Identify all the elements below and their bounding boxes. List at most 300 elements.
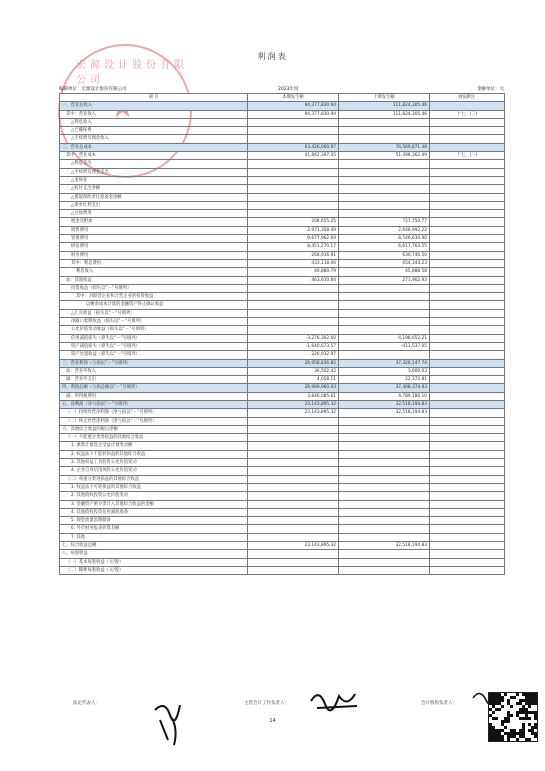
row-note [430, 542, 505, 550]
row-previous-amount: - [339, 351, 430, 359]
row-current-amount [248, 450, 339, 458]
row-previous-amount: 8,546,630.90 [339, 235, 430, 243]
row-label: 管理费用 [60, 235, 248, 243]
table-row [60, 558, 505, 566]
table-row [60, 492, 505, 500]
row-current-amount: 208,655.25 [248, 218, 339, 226]
row-note [430, 218, 505, 226]
table-row [60, 400, 505, 408]
row-label: 以摊余成本计量的金融资产终止确认收益 [60, 301, 248, 309]
table-row [60, 102, 505, 110]
table-row [60, 517, 505, 525]
row-label: 加：其他收益 [60, 276, 248, 284]
row-note [430, 359, 505, 367]
row-label: 1. 权益法下可转损益的其他综合收益 [60, 483, 248, 491]
table-row [60, 384, 505, 392]
table-row [60, 110, 505, 118]
row-previous-amount: 111,824,305.46 [339, 102, 430, 110]
row-previous-amount [339, 425, 430, 433]
row-current-amount [248, 168, 339, 176]
table-row [60, 135, 505, 143]
row-label: △退保金 [60, 176, 248, 184]
table-row [60, 351, 505, 359]
row-note [430, 467, 505, 475]
row-previous-amount: 32,518,194.83 [339, 409, 430, 417]
row-label: （二）将重分类进损益的其他综合收益 [60, 475, 248, 483]
header-note: 财报附注 [430, 94, 505, 102]
header-item: 项 目 [60, 94, 248, 102]
row-note [430, 259, 505, 267]
row-current-amount: 94,377,830.94 [248, 102, 339, 110]
row-current-amount: 94,377,830.94 [248, 110, 339, 118]
row-current-amount: 433,118.06 [248, 259, 339, 267]
row-previous-amount: -411,537.05 [339, 342, 430, 350]
row-note [430, 268, 505, 276]
row-current-amount [248, 500, 339, 508]
row-label: 八、每股收益 [60, 550, 248, 558]
row-label: △手续费及佣金收入 [60, 135, 248, 143]
row-current-amount [248, 417, 339, 425]
row-previous-amount [339, 168, 430, 176]
row-label: △赔付支出净额 [60, 185, 248, 193]
qr-module [516, 693, 519, 696]
qr-module [528, 717, 531, 720]
row-label: 2. 其他债权投资公允价值变动 [60, 492, 248, 500]
row-note [430, 367, 505, 375]
row-previous-amount: 45,888.58 [339, 268, 430, 276]
row-previous-amount [339, 210, 430, 218]
row-label: △分保费用 [60, 210, 248, 218]
row-label: 资产处置收益（损失以“－”号填列） [60, 351, 248, 359]
qr-module [507, 720, 510, 723]
row-label: 减：营业外支出 [60, 376, 248, 384]
row-note [430, 185, 505, 193]
table-row [60, 118, 505, 126]
row-previous-amount [339, 525, 430, 533]
row-current-amount [248, 118, 339, 126]
row-label: 三、营业利润（亏损以“－”号填列） [60, 359, 248, 367]
row-label: 六、其他综合收益的税后净额 [60, 425, 248, 433]
row-label: 四、利润总额（亏损总额以“－”号填列） [60, 384, 248, 392]
row-label: 减：所得税费用 [60, 392, 248, 400]
row-label: 2. 权益法下不能转损益的其他综合收益 [60, 450, 248, 458]
row-note: 十七、(三) [430, 152, 505, 160]
row-label: 其中：营业成本 [60, 152, 248, 160]
header-current: 本期发生额 [248, 94, 339, 102]
row-current-amount [248, 301, 339, 309]
table-row [60, 143, 505, 151]
row-note [430, 251, 505, 259]
row-previous-amount: 630,746.50 [339, 251, 430, 259]
row-previous-amount [339, 517, 430, 525]
row-previous-amount: 6,617,763.55 [339, 243, 430, 251]
company-seal: 宏源设计股份有限公司 [58, 44, 192, 178]
row-current-amount: -1,640,673.57 [248, 342, 339, 350]
row-current-amount [248, 566, 339, 574]
qr-module [534, 717, 537, 720]
row-note [430, 135, 505, 143]
row-label: 信用减值损失（损失以“－”号填列） [60, 334, 248, 342]
qr-module [501, 699, 504, 702]
table-header-row [60, 94, 505, 102]
row-previous-amount [339, 326, 430, 334]
row-note [430, 492, 505, 500]
qr-module [513, 696, 516, 699]
row-note [430, 334, 505, 342]
qr-module [495, 717, 498, 720]
row-current-amount [248, 176, 339, 184]
currency-unit: 金额单位：元 [477, 87, 504, 92]
row-current-amount [248, 467, 339, 475]
table-row [60, 508, 505, 516]
row-label: 其中：利息费用 [60, 259, 248, 267]
row-note [430, 193, 505, 201]
row-previous-amount: 37,308,374.93 [339, 384, 430, 392]
row-label: 5. 现金流量套期储备 [60, 517, 248, 525]
row-note [430, 442, 505, 450]
row-previous-amount: 32,518,194.83 [339, 400, 430, 408]
qr-module [528, 738, 531, 741]
row-previous-amount: 271,902.93 [339, 276, 430, 284]
company-name: 编制单位：宏源设计股份有限公司 [59, 87, 127, 92]
row-note [430, 293, 505, 301]
table-row [60, 301, 505, 309]
qr-module [501, 705, 504, 708]
row-note [430, 342, 505, 350]
row-note [430, 459, 505, 467]
row-label: 七、综合收益总额 [60, 542, 248, 550]
row-current-amount [248, 185, 339, 193]
row-current-amount [248, 517, 339, 525]
row-label: △已赚保费 [60, 127, 248, 135]
row-note [430, 102, 505, 110]
row-note [430, 392, 505, 400]
row-note [430, 235, 505, 243]
qr-module [510, 714, 513, 717]
row-current-amount: 463,610.84 [248, 276, 339, 284]
row-previous-amount [339, 318, 430, 326]
statement-title: 利润表 [257, 52, 288, 61]
row-note [430, 417, 505, 425]
table-row [60, 467, 505, 475]
table-row [60, 417, 505, 425]
qr-module [528, 705, 531, 708]
table-row [60, 276, 505, 284]
row-label: △汇兑收益（损失以“－”号填列） [60, 309, 248, 317]
table-row [60, 259, 505, 267]
row-note [430, 525, 505, 533]
row-previous-amount [339, 301, 430, 309]
row-previous-amount [339, 492, 430, 500]
row-previous-amount [339, 127, 430, 135]
row-previous-amount: 3,600.03 [339, 367, 430, 375]
qr-module [534, 702, 537, 705]
table-row [60, 367, 505, 375]
row-previous-amount [339, 293, 430, 301]
row-previous-amount [339, 550, 430, 558]
table-row [60, 342, 505, 350]
row-note [430, 409, 505, 417]
row-label: 3. 其他权益工具投资公允价值变动 [60, 459, 248, 467]
row-note [430, 475, 505, 483]
row-previous-amount [339, 450, 430, 458]
row-current-amount [248, 483, 339, 491]
row-previous-amount: 654,344.23 [339, 259, 430, 267]
accounting-head-signature [307, 686, 367, 716]
row-previous-amount: 76,569,871.38 [339, 143, 430, 151]
table-row [60, 193, 505, 201]
row-note [430, 176, 505, 184]
row-current-amount [248, 525, 339, 533]
row-current-amount [248, 442, 339, 450]
row-previous-amount: 727,750.77 [339, 218, 430, 226]
row-current-amount: 63,426,000.97 [248, 143, 339, 151]
row-note [430, 384, 505, 392]
row-note [430, 318, 505, 326]
row-previous-amount [339, 417, 430, 425]
row-note [430, 143, 505, 151]
table-row [60, 127, 505, 135]
table-row [60, 500, 505, 508]
qr-module [501, 738, 504, 741]
table-row [60, 525, 505, 533]
row-current-amount [248, 293, 339, 301]
row-previous-amount [339, 201, 430, 209]
table-row [60, 185, 505, 193]
row-label: （一）不能重分类进损益的其他综合收益 [60, 434, 248, 442]
row-note [430, 517, 505, 525]
row-current-amount [248, 558, 339, 566]
qr-module [516, 738, 519, 741]
table-row [60, 226, 505, 234]
row-note [430, 400, 505, 408]
table-row [60, 376, 505, 384]
row-note [430, 425, 505, 433]
row-previous-amount [339, 508, 430, 516]
row-current-amount [248, 326, 339, 334]
row-label: （二）稀释每股收益（元/股） [60, 566, 248, 574]
row-label: 一、营业总收入 [60, 102, 248, 110]
row-previous-amount [339, 442, 430, 450]
row-current-amount: 4,058.11 [248, 376, 339, 384]
row-label: △保单红利支出 [60, 201, 248, 209]
row-label: 二、营业总成本 [60, 143, 248, 151]
row-previous-amount [339, 135, 430, 143]
row-current-amount [248, 425, 339, 433]
row-label: 净敞口套期收益（损失以“－”号填列） [60, 318, 248, 326]
row-label: 利息收入 [60, 268, 248, 276]
row-current-amount [248, 492, 339, 500]
row-note [430, 500, 505, 508]
row-previous-amount [339, 558, 430, 566]
row-current-amount: -3,276,302.60 [248, 334, 339, 342]
row-current-amount: 26,958,836.82 [248, 359, 339, 367]
row-note [430, 243, 505, 251]
row-current-amount [248, 309, 339, 317]
row-current-amount [248, 475, 339, 483]
row-label: 4. 企业自身信用风险公允价值变动 [60, 467, 248, 475]
row-note [430, 127, 505, 135]
row-note [430, 168, 505, 176]
row-previous-amount: 37,326,147.74 [339, 359, 430, 367]
row-note [430, 201, 505, 209]
table-row [60, 326, 505, 334]
table-row [60, 425, 505, 433]
row-previous-amount: 22,372.81 [339, 376, 430, 384]
table-row [60, 201, 505, 209]
table-row [60, 293, 505, 301]
row-current-amount: 41,842,397.35 [248, 152, 339, 160]
report-period: 2023年度 [278, 87, 299, 92]
row-previous-amount: -4,198,652.21 [339, 334, 430, 342]
row-current-amount [248, 508, 339, 516]
row-note [430, 508, 505, 516]
qr-module [507, 738, 510, 741]
row-previous-amount [339, 533, 430, 541]
row-current-amount [248, 434, 339, 442]
row-note [430, 284, 505, 292]
row-label: （一）基本每股收益（元/股） [60, 558, 248, 566]
row-current-amount [248, 318, 339, 326]
row-previous-amount [339, 483, 430, 491]
row-previous-amount [339, 185, 430, 193]
row-previous-amount [339, 176, 430, 184]
row-current-amount: 2,971,358.49 [248, 226, 339, 234]
row-current-amount [248, 459, 339, 467]
row-note [430, 558, 505, 566]
row-note: 十七、(三) [430, 110, 505, 118]
table-row [60, 309, 505, 317]
row-label: 4. 其他债权投资信用减值准备 [60, 508, 248, 516]
row-label: 其中：对联营企业和合营企业的投资收益 [60, 293, 248, 301]
table-row [60, 218, 505, 226]
dept-head-label: 会计机构负责人： [421, 701, 457, 706]
row-previous-amount [339, 459, 430, 467]
row-previous-amount [339, 309, 430, 317]
table-row [60, 210, 505, 218]
table-row [60, 176, 505, 184]
row-current-amount: 26,989,960.93 [248, 384, 339, 392]
table-row [60, 284, 505, 292]
row-label: 资产减值损失（损失以“－”号填列） [60, 342, 248, 350]
row-note [430, 276, 505, 284]
row-note [430, 566, 505, 574]
row-note [430, 450, 505, 458]
row-previous-amount [339, 467, 430, 475]
row-current-amount [248, 127, 339, 135]
table-row [60, 566, 505, 574]
table-row [60, 359, 505, 367]
table-row [60, 442, 505, 450]
table-row [60, 434, 505, 442]
row-label: 研发费用 [60, 243, 248, 251]
table-row [60, 268, 505, 276]
row-label: 税金及附加 [60, 218, 248, 226]
row-label: 财务费用 [60, 251, 248, 259]
row-current-amount: 40,880.79 [248, 268, 339, 276]
table-row [60, 251, 505, 259]
row-previous-amount [339, 500, 430, 508]
row-previous-amount: 32,518,194.83 [339, 542, 430, 550]
qr-module [504, 693, 507, 696]
table-row [60, 152, 505, 160]
row-label: 五、净利润（净亏损以“－”号填列） [60, 400, 248, 408]
row-current-amount: 268,916.91 [248, 251, 339, 259]
row-note [430, 351, 505, 359]
qr-module [504, 726, 507, 729]
row-note [430, 434, 505, 442]
table-row [60, 168, 505, 176]
qr-code-icon [488, 692, 538, 742]
qr-module [498, 708, 501, 711]
row-label: 公允价值变动收益（损失以“－”号填列） [60, 326, 248, 334]
row-previous-amount [339, 160, 430, 168]
row-label: 7. 其他 [60, 533, 248, 541]
qr-module [492, 711, 495, 714]
row-note [430, 550, 505, 558]
header-previous: 上期发生额 [339, 94, 430, 102]
row-label: △提取保险责任准备金净额 [60, 193, 248, 201]
row-note [430, 533, 505, 541]
income-statement-table [59, 93, 505, 575]
row-previous-amount [339, 193, 430, 201]
row-label: 3. 金融资产重分类计入其他综合收益的金额 [60, 500, 248, 508]
table-row [60, 160, 505, 168]
row-note [430, 118, 505, 126]
row-label: △利息支出 [60, 160, 248, 168]
row-note [430, 483, 505, 491]
row-current-amount: 23,143,895.32 [248, 542, 339, 550]
table-row [60, 235, 505, 243]
row-label: △利息收入 [60, 118, 248, 126]
row-previous-amount: 51,398,362.49 [339, 152, 430, 160]
row-current-amount [248, 201, 339, 209]
row-current-amount: 23,143,895.32 [248, 409, 339, 417]
row-previous-amount: 2,648,992.22 [339, 226, 430, 234]
row-note [430, 376, 505, 384]
row-label: △手续费及佣金支出 [60, 168, 248, 176]
table-row [60, 334, 505, 342]
row-current-amount [248, 160, 339, 168]
table-row [60, 483, 505, 491]
row-note [430, 326, 505, 334]
table-row [60, 392, 505, 400]
row-note [430, 301, 505, 309]
row-current-amount [248, 533, 339, 541]
row-label: 投资收益（损失以“－”号填列） [60, 284, 248, 292]
row-current-amount: 226,932.97 [248, 351, 339, 359]
qr-module [534, 726, 537, 729]
row-current-amount [248, 210, 339, 218]
row-current-amount [248, 550, 339, 558]
row-label: 销售费用 [60, 226, 248, 234]
row-label: （二）终止经营净利润（净亏损以“－”号填列） [60, 417, 248, 425]
table-row [60, 542, 505, 550]
row-current-amount: 36,502.42 [248, 367, 339, 375]
row-note [430, 226, 505, 234]
table-row [60, 450, 505, 458]
accounting-head-label: 主管会计工作负责人： [244, 701, 289, 706]
page-number: 14 [269, 718, 276, 724]
row-previous-amount [339, 284, 430, 292]
row-label: （一）持续经营净利润（净亏损以“－”号填列） [60, 409, 248, 417]
row-label: 6. 外币财务报表折算差额 [60, 525, 248, 533]
row-label: 其中：营业收入 [60, 110, 248, 118]
legal-rep-label: 法定代表人： [73, 701, 100, 706]
table-row [60, 243, 505, 251]
row-note [430, 160, 505, 168]
table-row [60, 533, 505, 541]
